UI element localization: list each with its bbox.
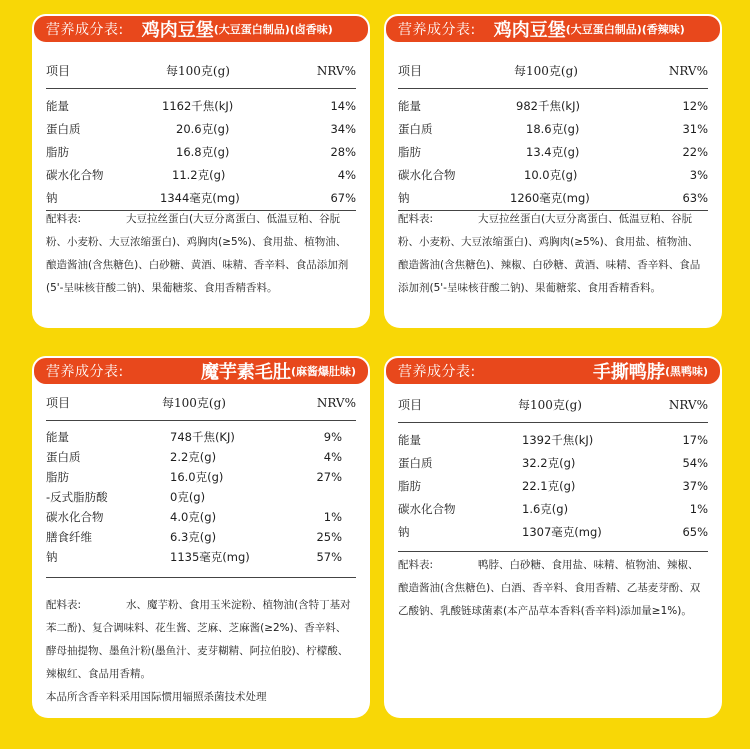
nutrient-nrv: 1% — [689, 502, 708, 516]
nutrient-nrv: 22% — [682, 145, 708, 159]
col-header-item: 项目 — [398, 398, 423, 412]
card-header — [32, 14, 370, 44]
nutrient-nrv: 63% — [682, 191, 708, 205]
table-header-row — [398, 54, 708, 89]
ingredients-text: 大豆拉丝蛋白(大豆分离蛋白、低温豆粕、谷朊粉、小麦粉、大豆浓缩蛋白)、鸡胸肉(≥5%)、食用盐、植物油、酿造酱油(含焦糖色)、辣椒、白砂糖、黄酒、味精、香辛料、食品添加剂(5'-呈味核苷酸二钠)、果葡糖浆、食用香精香料。 — [398, 213, 701, 294]
nutrient-nrv: 37% — [682, 479, 708, 493]
nutrient-name: 蛋白质 — [398, 456, 433, 470]
nutrient-name: 钠 — [46, 550, 58, 564]
nutrient-nrv: 12% — [682, 99, 708, 113]
nutrient-name: 钠 — [398, 525, 410, 539]
col-header-nrv: NRV% — [316, 64, 356, 78]
nutrient-name: 碳水化合物 — [398, 168, 456, 182]
nutrition-card-chicken-bean-burger-braised — [32, 14, 370, 328]
table-row — [46, 527, 356, 547]
nutrient-nrv: 65% — [682, 525, 708, 539]
ingredients-text: 鸭脖、白砂糖、食用盐、味精、植物油、辣椒、酿造酱油(含焦糖色)、白酒、香辛料、食用香精、乙基麦芽酚、双乙酸钠、乳酸链球菌素(本产品草本香料(香辛料)添加量≥1%)。 — [398, 559, 701, 617]
product-name: 手撕鸭脖 — [592, 362, 665, 383]
table-row — [398, 118, 708, 141]
nutrient-name: 蛋白质 — [46, 450, 81, 464]
product-name: 鸡肉豆堡 — [493, 20, 566, 41]
nutrient-name: 钠 — [46, 191, 58, 205]
header-label: 营养成分表: — [398, 364, 476, 380]
ingredients-label: 配料表: — [46, 599, 82, 611]
table-row — [398, 521, 708, 552]
col-header-per100g: 每100克(g) — [162, 396, 226, 410]
nutrient-nrv: 57% — [316, 550, 342, 564]
ingredients-text: 大豆拉丝蛋白(大豆分离蛋白、低温豆粕、谷朊粉、小麦粉、大豆浓缩蛋白)、鸡胸肉(≥5%)、食用盐、植物油、酿造酱油(含焦糖色)、白砂糖、黄酒、味精、香辛料、食品添加剂(5'-呈味核苷酸二钠)、果葡糖浆、食用香精香料。 — [46, 213, 349, 294]
col-header-per100g: 每100克(g) — [166, 64, 230, 78]
ingredients-label: 配料表: — [398, 213, 434, 225]
nutrient-name: 碳水化合物 — [46, 168, 104, 182]
nutrient-amount: 16.8克(g) — [176, 145, 230, 159]
card-header — [384, 14, 722, 44]
table-header-row — [46, 386, 356, 421]
irradiation-note: 本品所含香辛料采用国际惯用辐照杀菌技术处理 — [46, 691, 267, 703]
nutrient-name: 脂肪 — [46, 470, 69, 484]
nutrition-card-konjac-tripe — [32, 356, 370, 718]
nutrient-nrv: 67% — [330, 191, 356, 205]
ingredients — [398, 208, 708, 300]
nutrient-amount: 1.6克(g) — [522, 502, 569, 516]
table-row — [46, 141, 356, 164]
nutrient-amount: 10.0克(g) — [524, 168, 578, 182]
nutrient-nrv: 17% — [682, 433, 708, 447]
table-row — [46, 507, 356, 527]
nutrient-name: 脂肪 — [46, 145, 69, 159]
col-header-nrv: NRV% — [668, 64, 708, 78]
nutrition-table — [398, 54, 708, 211]
nutrient-nrv: 4% — [337, 168, 356, 182]
nutrient-name: -反式脂肪酸 — [46, 490, 108, 504]
nutrient-nrv: 34% — [330, 122, 356, 136]
nutrient-amount: 18.6克(g) — [526, 122, 580, 136]
nutrient-amount: 1162千焦(kJ) — [162, 99, 234, 113]
nutrient-nrv: 1% — [323, 510, 342, 524]
nutrient-amount: 1307毫克(mg) — [522, 525, 602, 539]
ingredients — [46, 208, 356, 300]
header-label: 营养成分表: — [46, 22, 124, 38]
table-row — [46, 118, 356, 141]
nutrient-amount: 1392千焦(kJ) — [522, 433, 594, 447]
ingredients-label: 配料表: — [398, 559, 434, 571]
table-row — [398, 141, 708, 164]
col-header-nrv: NRV% — [316, 396, 356, 410]
ingredients — [46, 594, 356, 709]
nutrient-amount: 1260毫克(mg) — [510, 191, 590, 205]
nutrient-name: 能量 — [398, 99, 421, 113]
nutrient-amount: 20.6克(g) — [176, 122, 230, 136]
card-header — [384, 356, 722, 386]
nutrient-nrv: 54% — [682, 456, 708, 470]
nutrient-name: 能量 — [46, 430, 69, 444]
nutrient-amount: 11.2克(g) — [172, 168, 226, 182]
nutrient-nrv: 3% — [689, 168, 708, 182]
nutrition-card-duck-neck — [384, 356, 722, 718]
table-row — [46, 487, 356, 507]
table-row — [46, 547, 356, 578]
nutrition-card-chicken-bean-burger-spicy — [384, 14, 722, 328]
nutrient-name: 碳水化合物 — [398, 502, 456, 516]
nutrient-name: 膳食纤维 — [46, 530, 92, 544]
col-header-item: 项目 — [46, 396, 71, 410]
table-row — [398, 429, 708, 452]
ingredients-text: 水、魔芋粉、食用玉米淀粉、植物油(含特丁基对苯二酚)、复合调味料、花生酱、芝麻、芝麻酱(≥2%)、香辛料、酵母抽提物、墨鱼汁粉(墨鱼汁、麦芽糊精、阿拉伯胶)、柠檬酸、辣椒红、食品用香精。 — [46, 599, 351, 680]
nutrient-nrv: 27% — [316, 470, 342, 484]
nutrient-amount: 32.2克(g) — [522, 456, 576, 470]
nutrient-amount: 0克(g) — [170, 490, 206, 504]
nutrient-name: 脂肪 — [398, 145, 421, 159]
table-row — [46, 427, 356, 447]
nutrient-amount: 22.1克(g) — [522, 479, 576, 493]
nutrient-name: 碳水化合物 — [46, 510, 104, 524]
nutrient-amount: 982千焦(kJ) — [516, 99, 580, 113]
col-header-item: 项目 — [398, 64, 423, 78]
table-row — [46, 164, 356, 187]
nutrient-name: 能量 — [398, 433, 421, 447]
header-label: 营养成分表: — [46, 364, 124, 380]
col-header-per100g: 每100克(g) — [518, 398, 582, 412]
nutrient-amount: 2.2克(g) — [170, 450, 217, 464]
product-subtitle: (大豆蛋白制品)(香辣味) — [565, 23, 685, 36]
table-row — [398, 164, 708, 187]
table-row — [46, 95, 356, 118]
nutrient-nrv: 31% — [682, 122, 708, 136]
card-header — [32, 356, 370, 386]
nutrient-name: 蛋白质 — [46, 122, 81, 136]
nutrient-amount: 16.0克(g) — [170, 470, 224, 484]
nutrient-amount: 748千焦(KJ) — [170, 430, 235, 444]
table-row — [398, 498, 708, 521]
nutrient-name: 蛋白质 — [398, 122, 433, 136]
header-label: 营养成分表: — [398, 22, 476, 38]
table-row — [398, 452, 708, 475]
product-subtitle: (麻酱爆肚味) — [290, 365, 356, 378]
nutrient-amount: 1344毫克(mg) — [160, 191, 240, 205]
nutrient-nrv: 25% — [316, 530, 342, 544]
product-name: 魔芋素毛肚 — [200, 362, 291, 383]
table-row — [46, 467, 356, 487]
col-header-item: 项目 — [46, 64, 71, 78]
nutrition-table — [398, 388, 708, 552]
table-header-row — [46, 54, 356, 89]
table-header-row — [398, 388, 708, 423]
col-header-per100g: 每100克(g) — [514, 64, 578, 78]
nutrient-nrv: 9% — [323, 430, 342, 444]
nutrient-nrv: 4% — [323, 450, 342, 464]
table-row — [398, 475, 708, 498]
nutrient-amount: 1135毫克(mg) — [170, 550, 250, 564]
col-header-nrv: NRV% — [668, 398, 708, 412]
ingredients-label: 配料表: — [46, 213, 82, 225]
product-subtitle: (黑鸭味) — [664, 365, 708, 378]
table-row — [398, 95, 708, 118]
product-subtitle: (大豆蛋白制品)(卤香味) — [213, 23, 333, 36]
nutrient-amount: 4.0克(g) — [170, 510, 217, 524]
nutrition-table — [46, 386, 356, 578]
nutrient-amount: 13.4克(g) — [526, 145, 580, 159]
nutrient-amount: 6.3克(g) — [170, 530, 217, 544]
nutrient-name: 能量 — [46, 99, 69, 113]
ingredients — [398, 554, 708, 623]
product-name: 鸡肉豆堡 — [141, 20, 214, 41]
nutrient-nrv: 14% — [330, 99, 356, 113]
nutrient-name: 脂肪 — [398, 479, 421, 493]
nutrient-nrv: 28% — [330, 145, 356, 159]
nutrition-table — [46, 54, 356, 211]
nutrient-name: 钠 — [398, 191, 410, 205]
table-row — [46, 447, 356, 467]
